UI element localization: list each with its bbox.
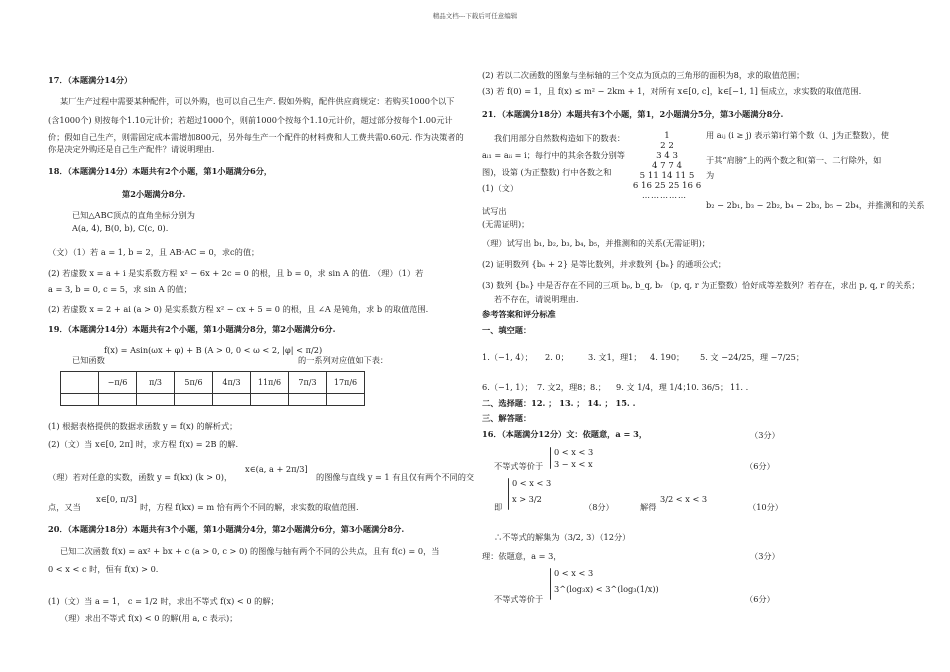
q21-line: 试写出 bbox=[482, 206, 507, 216]
table-cell bbox=[289, 394, 327, 406]
value-table bbox=[60, 371, 365, 406]
table-cell: −π/6 bbox=[99, 372, 137, 394]
score-note: （3分） bbox=[750, 430, 780, 440]
q19-line: （理）若对任意的实数，函数 y = f(kx) (k > 0)， bbox=[48, 472, 233, 482]
q18-line: （文）（1）若 a = 1, b = 2，且 AB·AC = 0，求c的值； bbox=[48, 247, 260, 257]
brace bbox=[550, 568, 551, 600]
table-cell bbox=[327, 394, 365, 406]
system-line: 0 < x < 3 bbox=[512, 478, 552, 488]
q21-line: (3) 数列 {bₙ} 中是否存在不同的三项 bₚ, b_q, bᵣ （p, q, r 为正整数）恰好成等差数列？若存在，求出 p, q, r 的关系； bbox=[482, 280, 920, 290]
q19-line: 的一系列对应值如下表： bbox=[298, 355, 389, 365]
table-cell: 7π/3 bbox=[289, 372, 327, 394]
answer-line: 3/2 < x < 3 bbox=[660, 494, 708, 504]
answer-item: 5. 文 −24/25，理 −7/25； bbox=[700, 352, 805, 362]
brace bbox=[508, 478, 509, 510]
system-line: 3^(log₃x) < 3^(log₃(1/x)) bbox=[554, 584, 659, 594]
triangle-row: 5 11 14 11 5 bbox=[639, 171, 695, 181]
answers-title: 参考答案和评分标准 bbox=[482, 309, 556, 319]
q21-line: 图)，设第 (为正整数) 行中各数之和 bbox=[482, 167, 612, 177]
answer-line: ∴不等式的解集为（3/2, 3）（12分） bbox=[494, 532, 631, 542]
q18-line: (2) 若虚数 x = a + i 是实系数方程 x² − 6x + 2c = 0 的根，且 b = 0，求 sin A 的值. （理）（1）若 bbox=[48, 268, 424, 278]
table-cell bbox=[61, 372, 99, 394]
q18-line: 已知△ABC顶点的直角坐标分别为 bbox=[72, 210, 195, 220]
brace bbox=[550, 447, 551, 469]
answer-line: 理：依题意，a = 3， bbox=[482, 551, 562, 561]
table-cell: π/3 bbox=[137, 372, 175, 394]
answer-item: 9. 文 1/4，理 1/4； bbox=[616, 382, 691, 392]
q18-title: 18．（本题满分14分）本题共有2个小题，第1小题满分6分， bbox=[48, 166, 273, 176]
q17-line: (含1000个) 则按每个1.10元计价；若超过1000个，则前1000个按每个1.10元计价，超过部分按每个1.00元计 bbox=[48, 115, 453, 125]
q20-line: 0 < x < c 时，恒有 f(x) > 0. bbox=[48, 564, 159, 574]
document-header: 精品文档---下载后可任意编辑 bbox=[432, 12, 518, 20]
answer-item: 4. 190； bbox=[650, 352, 685, 362]
q21-line: (1)（文） bbox=[482, 183, 519, 193]
score-note: （3分） bbox=[750, 551, 780, 561]
q19-function: f(x) = Asin(ωx + φ) + B (A > 0, 0 < ω < 2, |φ| < π/2) bbox=[104, 345, 323, 355]
q21-line: aᵢ₁ = aᵢᵢ = i；每行中的其余各数分别等 bbox=[482, 150, 625, 160]
q19-line: (2)（文）当 x∈[0, 2π] 时，求方程 f(x) = 2B 的解. bbox=[48, 439, 239, 449]
q21-line: b₂ − 2b₁, b₃ − 2b₂, b₄ − 2b₃, b₅ − 2b₄，并推测和的关系 bbox=[706, 200, 925, 210]
q21-line: 用 aᵢⱼ (i ≥ j) 表示第i行第个数（i、j为正整数），使 bbox=[706, 130, 889, 140]
answers-section: 二、选择题：12. ； 13. ； 14. ； 15. . bbox=[482, 398, 636, 408]
score-note: （6分） bbox=[745, 594, 775, 604]
system-line: 0 < x < 3 bbox=[554, 568, 594, 578]
table-cell: 5π/6 bbox=[175, 372, 213, 394]
triangle-row: 3 4 3 bbox=[656, 151, 678, 161]
triangle-row: 6 16 25 25 16 6 bbox=[632, 181, 702, 191]
q19-line: 已知函数 bbox=[72, 355, 105, 365]
q20-line: （理）求出不等式 f(x) < 0 的解(用 a, c 表示)； bbox=[60, 613, 238, 623]
score-note: （6分） bbox=[745, 461, 775, 471]
table-cell bbox=[213, 394, 251, 406]
triangle-row: 4 7 7 4 bbox=[651, 161, 683, 171]
score-note: （10分） bbox=[748, 502, 783, 512]
q18-subtitle: 第2小题满分8分. bbox=[122, 189, 186, 199]
q21-line: (2) 证明数列 {bₙ + 2} 是等比数列，并求数列 {bₙ} 的通项公式； bbox=[482, 259, 727, 269]
answer-line: 解得 bbox=[640, 502, 657, 512]
answer-item: 8.； bbox=[590, 382, 606, 392]
q20-line: (1)（文）当 a = 1， c = 1/2 时，求出不等式 f(x) < 0 的解； bbox=[48, 596, 279, 606]
q17-line: 你是决定外购还是自己生产配件？请说明理由. bbox=[48, 144, 215, 154]
answer-item: 6.（−1, 1）； bbox=[482, 382, 533, 392]
q18-line: (2) 若虚数 x = 2 + ai (a > 0) 是实系数方程 x² − cx + 5 = 0 的根，且 ∠A 是钝角，求 b 的取值范围. bbox=[48, 304, 429, 314]
table-cell bbox=[61, 394, 99, 406]
q19-interval: x∈[0, π/3] bbox=[96, 494, 137, 504]
q21-line: (无需证明)； bbox=[482, 219, 530, 229]
answer16-title: 16．（本题满分12分）文：依题意，a = 3， bbox=[482, 429, 648, 439]
answer-item: 2. 0； bbox=[545, 352, 569, 362]
q17-line: 某厂生产过程中需要某种配件，可以外购，也可以自己生产. 假如外购，配件供应商规定：若购买1000个以下 bbox=[60, 96, 455, 106]
answer-item: 11. . bbox=[730, 382, 749, 392]
q17-title: 17．（本题满分14分） bbox=[48, 75, 133, 85]
table-cell: 17π/6 bbox=[327, 372, 365, 394]
system-line: 3 − x < x bbox=[554, 459, 593, 469]
table-cell: 4π/3 bbox=[213, 372, 251, 394]
answer-line: 即 bbox=[494, 502, 503, 512]
q21-title: 21．（本题满分18分）本题共有3个小题，第1，2小题满分5分，第3小题满分8分. bbox=[482, 109, 784, 119]
q20-line: (3) 若 f(0) = 1，且 f(x) ≤ m² − 2km + 1，对所有 x∈[0, c]，k∈[−1, 1] 恒成立，求实数的取值范围. bbox=[482, 86, 862, 96]
answers-section: 一、填空题： bbox=[482, 325, 532, 335]
q21-line: （理）试写出 b₁, b₂, b₃, b₄, b₅，并推测和的关系(无需证明)； bbox=[482, 238, 710, 248]
q21-line: 我们用部分自然数构造如下的数表： bbox=[494, 133, 626, 143]
q20-line: (2) 若以二次函数的图象与坐标轴的三个交点为顶点的三角形的面积为8，求的取值范围； bbox=[482, 70, 805, 80]
answer-item: 1.（−1, 4）； bbox=[482, 352, 533, 362]
table-cell bbox=[137, 394, 175, 406]
q21-line: 为 bbox=[706, 170, 715, 180]
q21-line: 若不存在，请说明理由. bbox=[494, 294, 579, 304]
q18-line: A(a, 4), B(0, b), C(c, 0). bbox=[72, 223, 169, 233]
q17-line: 价；假如自己生产，则需固定成本需增加800元，另外每生产一个配件的材料费和人工费共需0.60元. 作为决策者的 bbox=[48, 132, 464, 142]
triangle-row: 2 2 bbox=[660, 141, 674, 151]
table-cell bbox=[99, 394, 137, 406]
table-cell bbox=[175, 394, 213, 406]
q19-line: 的图像与直线 y = 1 有且仅有两个不同的交 bbox=[316, 472, 475, 482]
answer-line: 不等式等价于 bbox=[494, 594, 544, 604]
answer-item: 7. 文2，理8； bbox=[537, 382, 591, 392]
system-line: x > 3/2 bbox=[512, 494, 542, 504]
q20-title: 20．（本题满分18分）本题共有3个小题，第1小题满分4分，第2小题满分6分，第3小题满分8分. bbox=[48, 524, 405, 534]
table-cell: 11π/6 bbox=[251, 372, 289, 394]
score-note: （8分） bbox=[584, 502, 614, 512]
q19-interval: x∈(a, a + 2π/3] bbox=[245, 464, 308, 474]
q20-line: 已知二次函数 f(x) = ax² + bx + c (a > 0, c > 0) 的图像与轴有两个不同的公共点，且有 f(c) = 0，当 bbox=[60, 546, 440, 556]
q19-line: 时，方程 f(kx) = m 恰有两个不同的解，求实数的取值范围. bbox=[140, 502, 359, 512]
table-cell bbox=[251, 394, 289, 406]
q18-line: a = 3, b = 0, c = 5，求 sin A 的值； bbox=[48, 284, 192, 294]
q21-line: 于其“肩膀”上的两个数之和(第一、二行除外，如 bbox=[706, 155, 882, 165]
q19-line: (1) 根据表格提供的数据求函数 y = f(x) 的解析式； bbox=[48, 421, 238, 431]
ellipsis: …………… bbox=[642, 191, 687, 200]
answer-item: 3. 文1，理1； bbox=[588, 352, 642, 362]
answer-item: 10. 36/5； bbox=[686, 382, 729, 392]
answer-line: 不等式等价于 bbox=[494, 461, 544, 471]
answers-section: 三、解答题： bbox=[482, 413, 532, 423]
q19-title: 19．（本题满分14分）本题共有2个小题，第1小题满分8分，第2小题满分6分. bbox=[48, 324, 336, 334]
system-line: 0 < x < 3 bbox=[554, 447, 594, 457]
triangle-row: 1 bbox=[664, 131, 670, 141]
q19-line: 点，又当 bbox=[48, 502, 81, 512]
